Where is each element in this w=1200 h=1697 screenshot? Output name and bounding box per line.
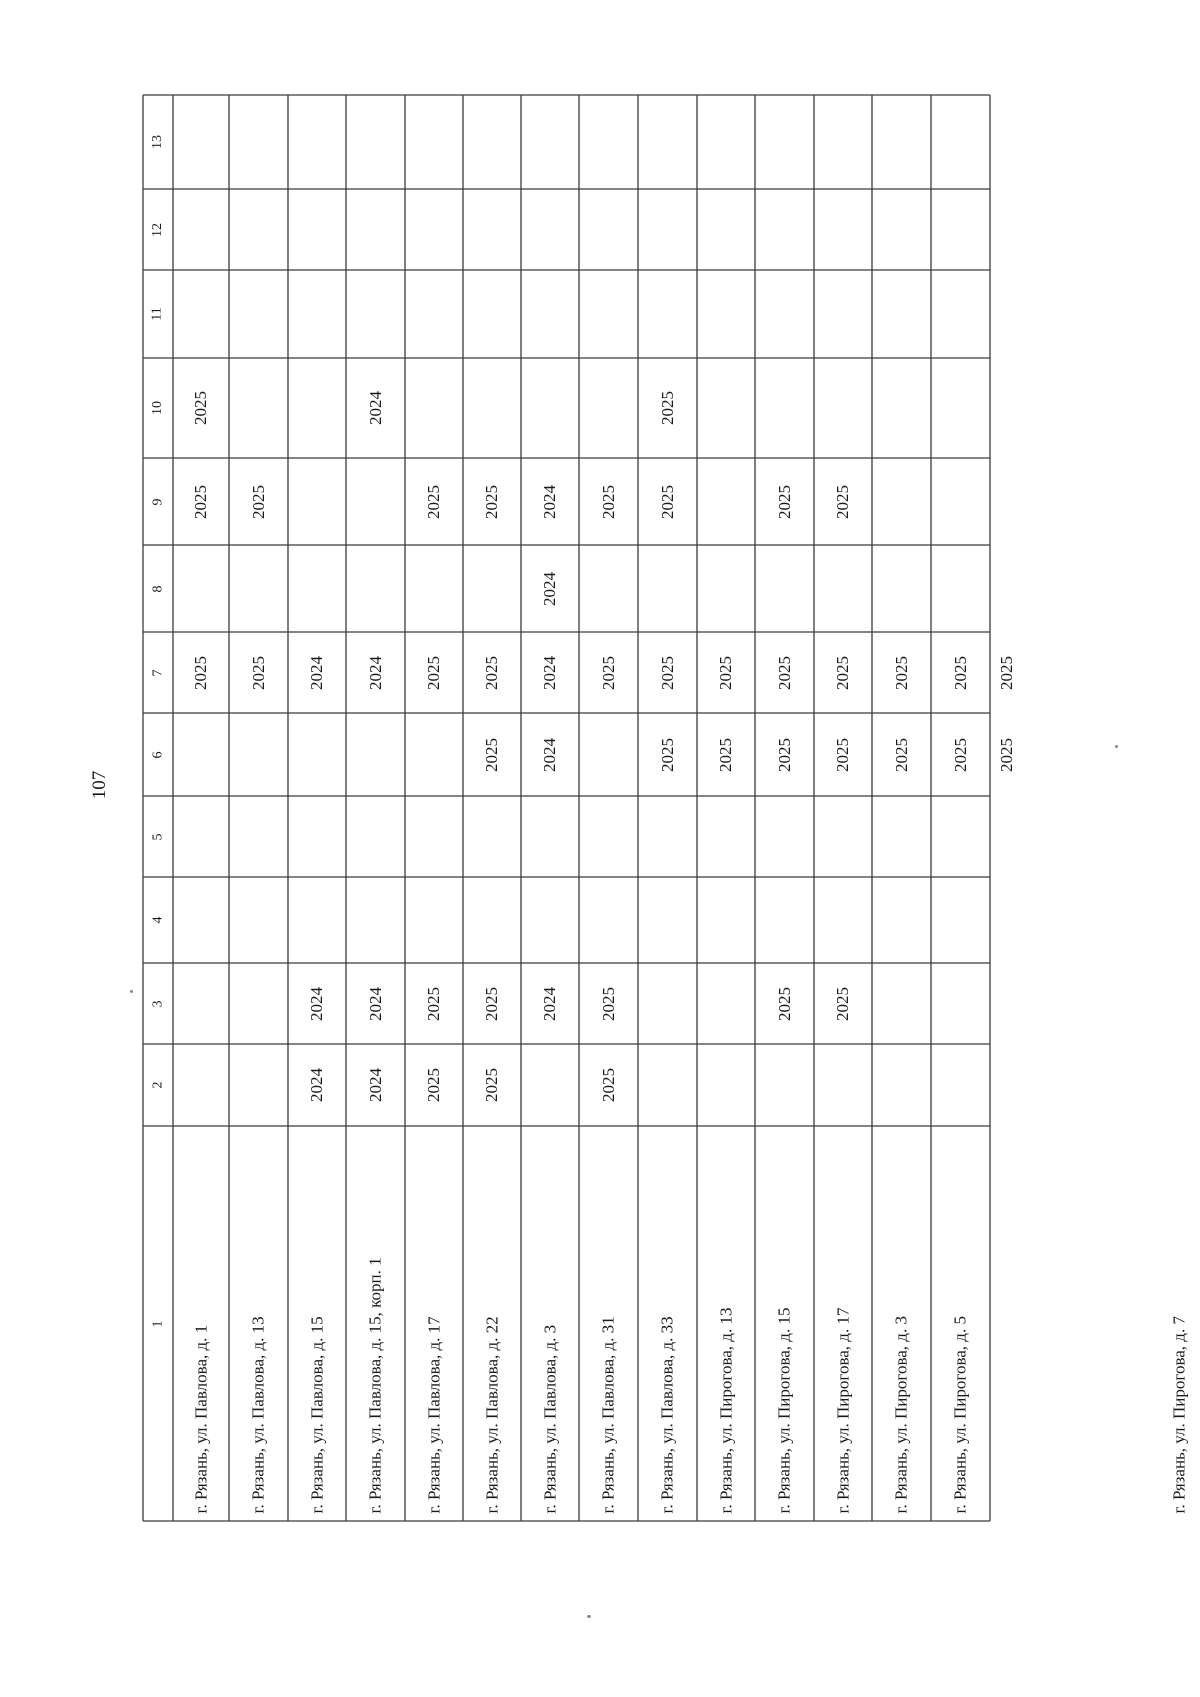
header-label: 6 (150, 751, 165, 758)
header-label: 8 (150, 585, 165, 592)
address-text: г. Рязань, ул. Павлова, д. 22 (482, 1315, 501, 1513)
table-cell (579, 1044, 638, 1126)
header-cell (143, 963, 173, 1044)
year-value: 2024 (365, 391, 385, 425)
header-cell (143, 1044, 173, 1126)
address-cell (405, 1126, 463, 1521)
table-cell (521, 458, 579, 545)
table-cell (463, 713, 521, 796)
table-cell (814, 632, 872, 713)
year-value: 2024 (307, 1068, 326, 1102)
year-value: 2025 (482, 484, 501, 519)
address-text: г. Рязань, ул. Пирогова, д. 13 (716, 1307, 735, 1513)
table-cell (638, 458, 697, 545)
table-cell (405, 632, 463, 713)
table-cell (814, 458, 872, 545)
year-value: 2025 (997, 655, 1016, 690)
header-cell (143, 796, 173, 877)
header-cell (143, 189, 173, 270)
year-value: 2025 (191, 391, 210, 425)
address-text: г. Рязань, ул. Павлова, д. 13 (248, 1315, 268, 1513)
address-text: г. Рязань, ул. Пирогова, д. 5 (950, 1315, 970, 1513)
table-cell (463, 632, 521, 713)
table-cell (697, 713, 755, 796)
year-value: 2024 (540, 571, 559, 606)
table-cell (755, 458, 814, 545)
table-cell (579, 632, 638, 713)
scan-speck (130, 990, 133, 993)
address-cell (697, 1126, 755, 1521)
table-cell (463, 963, 521, 1044)
address-text: г. Рязань, ул. Павлова, д. 31 (598, 1315, 618, 1513)
year-value: 2025 (997, 737, 1016, 772)
year-value: 2025 (657, 737, 677, 772)
year-value: 2025 (424, 484, 443, 519)
table-cell (990, 632, 1024, 713)
year-value: 2025 (891, 655, 911, 690)
year-value: 2025 (833, 484, 852, 519)
table-cell (814, 963, 872, 1044)
table-cell (755, 632, 814, 713)
table-cell (173, 632, 229, 713)
table-cell (579, 963, 638, 1044)
year-value: 2025 (191, 655, 210, 690)
address-text: г. Рязань, ул. Павлова, д. 15 (307, 1315, 326, 1513)
address-text: г. Рязань, ул. Пирогова, д. 17 (833, 1307, 852, 1513)
address-cell (229, 1126, 288, 1521)
year-value: 2025 (598, 1068, 618, 1102)
header-cell (143, 713, 173, 796)
address-text: г. Рязань, ул. Пирогова, д. 3 (891, 1315, 911, 1513)
year-value: 2025 (774, 737, 794, 772)
year-value: 2024 (540, 737, 559, 772)
year-value: 2024 (307, 986, 326, 1021)
table-cell (872, 632, 931, 713)
year-value: 2025 (598, 986, 618, 1021)
address-cell (579, 1126, 638, 1521)
year-value: 2025 (657, 655, 677, 690)
table-cell (463, 458, 521, 545)
table-cell (579, 458, 638, 545)
year-value: 2025 (891, 737, 911, 772)
address-cell (755, 1126, 814, 1521)
year-value: 2025 (482, 986, 501, 1021)
table-cell (521, 963, 579, 1044)
table-cell (346, 358, 405, 458)
year-value: 2025 (248, 484, 268, 519)
address-cell (872, 1126, 931, 1521)
year-value: 2024 (365, 1068, 385, 1102)
header-label: 4 (150, 916, 165, 924)
table-cell (638, 632, 697, 713)
address-text: г. Рязань, ул. Павлова, д. 17 (424, 1315, 443, 1513)
table-cell (521, 713, 579, 796)
table-cell (346, 1044, 405, 1126)
year-value: 2025 (248, 655, 268, 690)
page-number: 107 (89, 770, 110, 800)
table-cell (755, 963, 814, 1044)
year-value: 2025 (482, 737, 501, 772)
year-value: 2025 (424, 655, 443, 690)
year-value: 2025 (424, 1068, 443, 1102)
year-value: 2025 (833, 986, 852, 1021)
scan-speck (1115, 745, 1118, 748)
table-cell (288, 1044, 346, 1126)
year-value: 2025 (716, 737, 735, 772)
year-value: 2025 (657, 391, 677, 425)
year-value: 2025 (598, 484, 618, 519)
table-cell (288, 963, 346, 1044)
year-value: 2024 (540, 655, 559, 690)
table-cell (638, 713, 697, 796)
header-label: 5 (150, 833, 165, 840)
header-label: 9 (150, 498, 165, 505)
header-label: 11 (149, 307, 165, 321)
year-value: 2025 (774, 986, 794, 1021)
address-text: г. Рязань, ул. Пирогова, д. 7 (1169, 1315, 1189, 1513)
table-cell (229, 632, 288, 713)
year-value: 2024 (365, 655, 385, 690)
table-cell (346, 963, 405, 1044)
table-cell (173, 358, 229, 458)
address-cell (638, 1126, 697, 1521)
table-cell (814, 713, 872, 796)
year-value: 2025 (833, 737, 852, 772)
year-value: 2024 (540, 986, 559, 1021)
year-value: 2025 (657, 484, 677, 519)
table-cell (697, 632, 755, 713)
year-value: 2024 (540, 484, 559, 519)
year-value: 2025 (482, 1068, 501, 1102)
table-cell (288, 632, 346, 713)
table-cell (755, 713, 814, 796)
year-value: 2025 (833, 655, 852, 690)
address-text: г. Рязань, ул. Павлова, д. 33 (657, 1315, 677, 1513)
address-cell (346, 1126, 405, 1521)
year-value: 2025 (774, 655, 794, 690)
year-value: 2025 (716, 655, 735, 690)
table-cell (346, 632, 405, 713)
address-text: г. Рязань, ул. Пирогова, д. 15 (774, 1307, 794, 1513)
year-value: 2025 (950, 655, 970, 690)
header-cell (143, 1126, 173, 1521)
header-label: 12 (150, 222, 165, 237)
header-cell (143, 458, 173, 545)
header-label: 1 (150, 1320, 165, 1327)
table-cell (872, 713, 931, 796)
table-cell (173, 458, 229, 545)
table-cell (405, 963, 463, 1044)
table-cell (931, 713, 990, 796)
year-value: 2025 (598, 655, 618, 690)
table-cell (463, 1044, 521, 1126)
address-cell (521, 1126, 579, 1521)
table-cell (229, 458, 288, 545)
table-cell (521, 632, 579, 713)
address-cell (288, 1126, 346, 1521)
table-cell (931, 632, 990, 713)
header-cell (143, 545, 173, 632)
header-label: 3 (150, 1000, 165, 1007)
table-cell (405, 458, 463, 545)
header-cell (143, 95, 173, 189)
header-label: 13 (150, 135, 165, 149)
table-cell (405, 1044, 463, 1126)
table-cell (521, 545, 579, 632)
header-cell (143, 358, 173, 458)
address-cell (173, 1126, 229, 1521)
scan-speck (587, 1615, 591, 1618)
header-cell (143, 632, 173, 713)
table-cell (990, 713, 1024, 796)
header-label: 7 (150, 669, 165, 676)
year-value: 2024 (307, 655, 326, 690)
address-text: г. Рязань, ул. Павлова, д. 15, корп. 1 (365, 1256, 385, 1513)
year-value: 2025 (482, 655, 501, 690)
header-label: 2 (150, 1081, 165, 1089)
address-text: г. Рязань, ул. Павлова, д. 1 (191, 1324, 210, 1513)
header-cell (143, 270, 173, 358)
year-value: 2025 (950, 737, 970, 772)
header-cell (143, 877, 173, 963)
address-cell (814, 1126, 872, 1521)
address-text: г. Рязань, ул. Павлова, д. 3 (540, 1324, 559, 1513)
year-value: 2025 (424, 986, 443, 1021)
table-cell (638, 358, 697, 458)
address-cell (463, 1126, 521, 1521)
year-value: 2025 (774, 484, 794, 519)
address-cell (931, 1126, 990, 1521)
header-label: 10 (150, 401, 165, 415)
year-value: 2024 (365, 986, 385, 1021)
year-value: 2025 (191, 484, 210, 519)
address-cell (990, 1126, 1200, 1521)
